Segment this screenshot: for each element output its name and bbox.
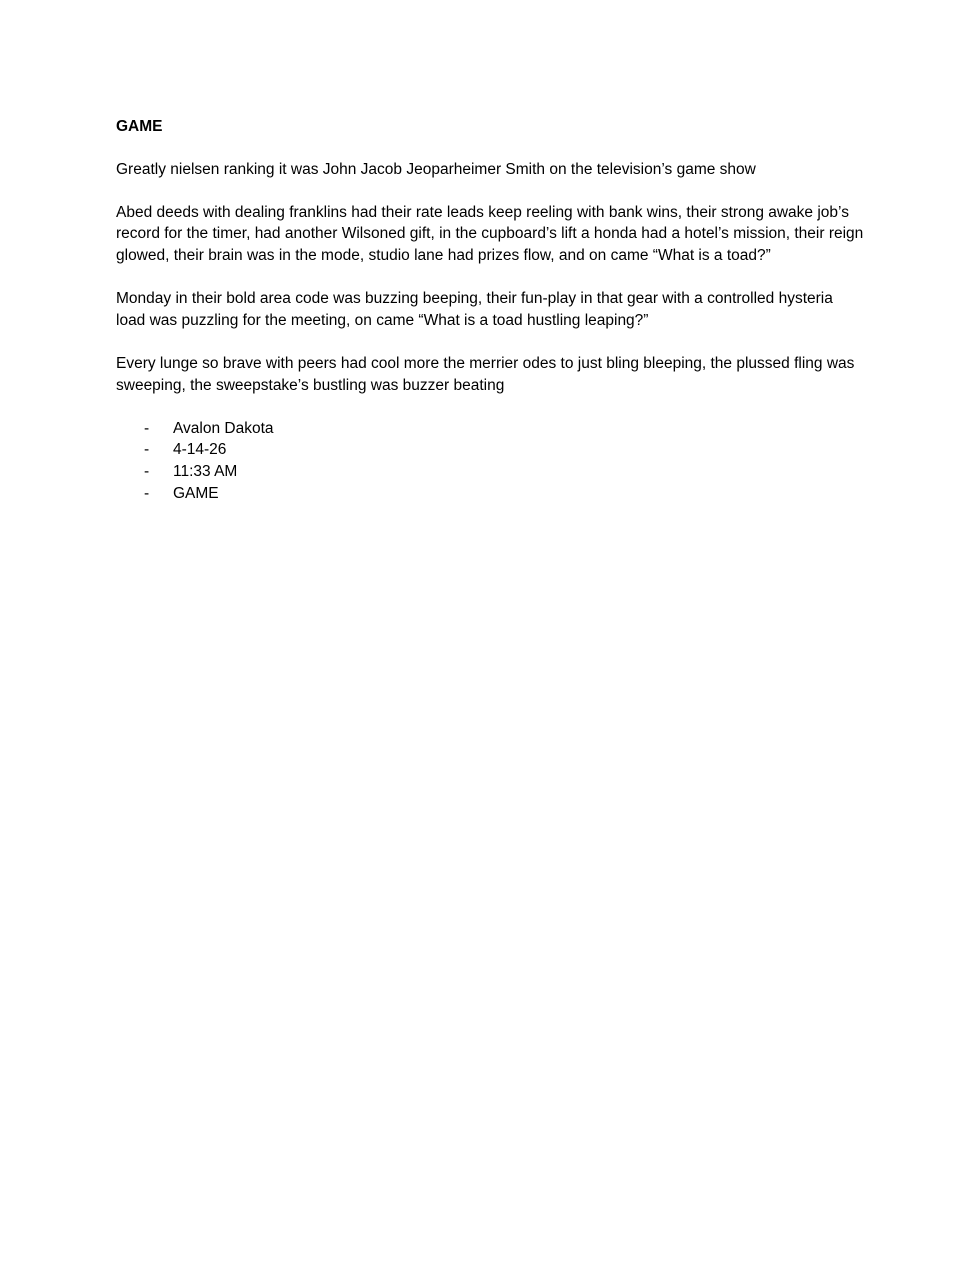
signature-list <box>116 418 864 504</box>
paragraph-4: Every lunge so brave with peers had cool more the merrier odes to just bling bleeping, the plussed fling was sweeping, the sweepstake’s bustling was buzzer beating <box>116 354 855 394</box>
document-body <box>116 116 864 504</box>
list-item-date <box>116 439 864 461</box>
list-dash: - <box>144 419 150 437</box>
list-item-time <box>116 461 864 483</box>
list-dash: - <box>144 484 150 502</box>
document-title: GAME <box>116 118 163 135</box>
paragraph-intro: Greatly nielsen ranking it was John Jacob Jeoparheimer Smith on the television’s game show <box>116 160 756 178</box>
title-repeat-text: GAME <box>173 484 219 502</box>
date-text: 4-14-26 <box>173 441 227 459</box>
time-text: 11:33 AM <box>173 462 238 480</box>
list-dash: - <box>144 462 150 480</box>
list-item-title <box>116 483 864 505</box>
author-name: Avalon Dakota <box>173 419 274 437</box>
paragraph-2: Abed deeds with dealing franklins had their rate leads keep reeling with bank wins, their strong awake job’s record for the timer, had another Wilsoned gift, in the cupboard’s lift a honda had a hotel’s mission, their reign glowed, their brain was in the mode, studio lane had prizes flow, and on came “What is a toad?” <box>116 203 864 264</box>
list-dash: - <box>144 441 150 459</box>
paragraph-3: Monday in their bold area code was buzzing beeping, their fun-play in that gear with a controlled hysteria load was puzzling for the meeting, on came “What is a toad hustling leaping?” <box>116 290 833 329</box>
list-item-author <box>116 418 864 440</box>
